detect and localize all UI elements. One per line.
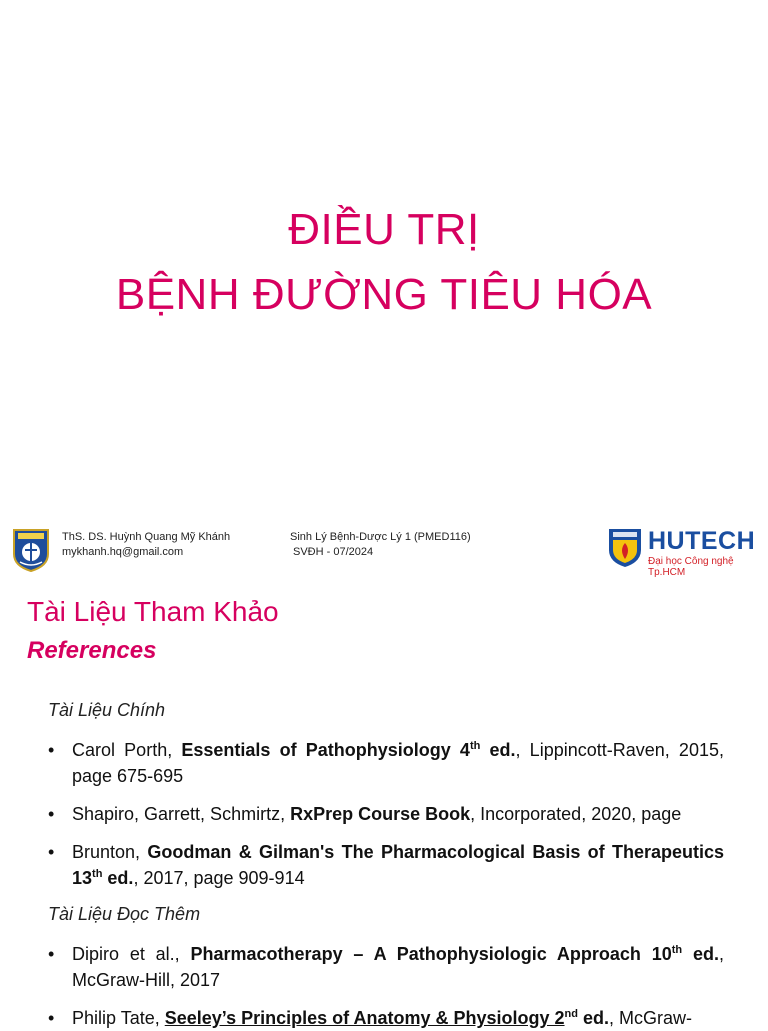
bullet: • [48,944,55,964]
reference-item: • Dipiro et al., Pharmacotherapy – A Pathophysiologic Approach 10th ed., McGraw-Hill, 2017 [48,941,724,993]
reference-item: • Carol Porth, Essentials of Pathophysiology 4th ed., Lippincott-Raven, 2015, page 675-695 [48,737,724,789]
reference-item: • Brunton, Goodman & Gilman's The Pharmacological Basis of Therapeutics 13th ed., 2017, page 909-914 [48,839,724,891]
university-crest-icon [12,528,50,572]
bullet: • [48,1008,55,1028]
references-subtitle: References [27,637,157,664]
hutech-logo [608,526,768,578]
title-line-1: ĐIỀU TRỊ [288,205,480,254]
bullet: • [48,804,55,824]
course-term: SVĐH - 07/2024 [293,546,374,558]
course-info [290,530,471,560]
author-name: ThS. DS. Huỳnh Quang Mỹ Khánh [62,531,231,543]
author-info [62,530,230,560]
hutech-wordmark: HUTECH [648,527,756,555]
hutech-shield-icon [608,528,642,568]
reference-item: • Philip Tate, Seeley’s Principles of Anatomy & Physiology 2nd ed., McGraw- [48,1005,724,1031]
bullet: • [48,842,55,862]
title-line-2: BỆNH ĐƯỜNG TIÊU HÓA [115,270,653,319]
slide-footer [0,520,768,580]
main-references-heading: Tài Liệu Chính [48,700,166,720]
reference-item: • Shapiro, Garrett, Schmirtz, RxPrep Course Book, Incorporated, 2020, page [48,801,724,827]
bullet: • [48,740,55,760]
hutech-subtitle: Đại học Công nghệ Tp.HCM [648,556,734,578]
references-title: Tài Liệu Tham Khảo [27,596,279,627]
extra-references-heading: Tài Liệu Đọc Thêm [48,904,201,924]
course-name: Sinh Lý Bệnh-Dược Lý 1 (PMED116) [290,531,471,543]
references-slide [0,580,768,1028]
author-email: mykhanh.hq@gmail.com [62,546,184,558]
